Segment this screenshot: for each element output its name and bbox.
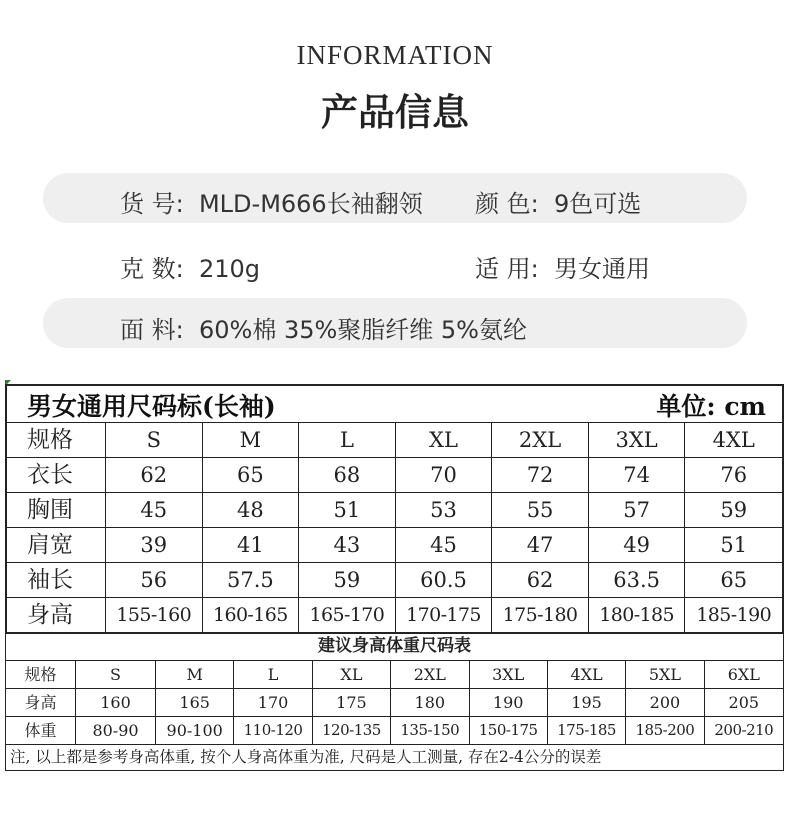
size-chart-table: [5, 384, 784, 634]
suitable-for: 适 用: 男女通用: [475, 255, 650, 283]
table-cell: 205: [705, 689, 783, 717]
table-cell: 185-190: [696, 604, 772, 626]
column-header-size: 3XL: [589, 423, 686, 458]
table-cell: 150-175: [470, 717, 548, 745]
table-cell: 59: [685, 493, 782, 528]
table-cell: 170: [234, 689, 312, 717]
table-cell: 195: [548, 689, 626, 717]
size-chart-title: 男女通用尺码标(长袖): [27, 392, 276, 421]
size-chart-unit: 单位: cm: [656, 392, 766, 421]
table-cell: 55: [492, 493, 589, 528]
table-cell: 90-100: [156, 717, 234, 745]
column-header-size: XL: [396, 423, 493, 458]
table-cell: 160-165: [203, 598, 300, 632]
table-cell: 70: [396, 458, 493, 493]
color-options: 颜 色: 9色可选: [475, 190, 642, 218]
column-header-size: 2XL: [391, 661, 469, 689]
column-header-size: L: [299, 423, 396, 458]
row-header: 肩宽: [7, 528, 106, 563]
table-cell: 41: [203, 528, 300, 563]
table-cell: 56: [106, 563, 203, 598]
table-cell: 175: [313, 689, 391, 717]
column-header-size: 4XL: [548, 661, 626, 689]
table-cell: 48: [203, 493, 300, 528]
cn-title: 产品信息: [321, 91, 469, 134]
en-title: INFORMATION: [296, 40, 494, 70]
column-header-size: 3XL: [470, 661, 548, 689]
column-header-size: M: [156, 661, 234, 689]
table-cell: 200-210: [705, 717, 783, 745]
column-header-size: 6XL: [705, 661, 783, 689]
recommend-table-title: 建议身高体重尺码表: [6, 633, 783, 661]
table-cell: 160: [76, 689, 156, 717]
table-cell: 72: [492, 458, 589, 493]
column-header-size: L: [234, 661, 312, 689]
recommend-size-table: [5, 632, 784, 771]
table-cell: 57.5: [203, 563, 300, 598]
table-cell: 120-135: [313, 717, 391, 745]
table-cell: 62: [492, 563, 589, 598]
table-cell: 57: [589, 493, 686, 528]
table-cell: 170-175: [396, 598, 493, 632]
measurement-note: 注, 以上都是参考身高体重, 按个人身高体重为准, 尺码是人工测量, 存在2-4公分的误差: [10, 748, 602, 766]
item-number: 货 号: MLD-M666长袖翻领: [120, 190, 423, 218]
table-cell: 45: [106, 493, 203, 528]
table-cell: 51: [685, 528, 782, 563]
fabric-weight: 克 数: 210g: [120, 255, 261, 283]
column-header-size: M: [203, 423, 300, 458]
table-cell: 135-150: [391, 717, 469, 745]
table-cell: 76: [685, 458, 782, 493]
table-cell: 185-200: [626, 717, 704, 745]
table-cell: 47: [492, 528, 589, 563]
table-cell: 62: [106, 458, 203, 493]
table-cell: 53: [396, 493, 493, 528]
table-cell: 180: [391, 689, 469, 717]
row-header: 胸围: [7, 493, 106, 528]
column-header-size: 2XL: [492, 423, 589, 458]
column-header-size: 4XL: [685, 423, 782, 458]
table-cell: 190: [470, 689, 548, 717]
row-header: 衣长: [7, 458, 106, 493]
table-cell: 43: [299, 528, 396, 563]
table-cell: 80-90: [76, 717, 156, 745]
row-header: 身高: [7, 598, 106, 632]
table-cell: 51: [299, 493, 396, 528]
size-chart-header: [7, 386, 782, 423]
column-header-size: S: [76, 661, 156, 689]
table-cell: 110-120: [234, 717, 312, 745]
table-cell: 65: [203, 458, 300, 493]
table-cell: 165-170: [299, 598, 396, 632]
table-cell: 165: [156, 689, 234, 717]
column-header-spec: 规格: [6, 661, 76, 689]
table-cell: 59: [299, 563, 396, 598]
column-header-spec: 规格: [7, 423, 106, 458]
table-cell: 74: [589, 458, 686, 493]
table-cell: 200: [626, 689, 704, 717]
table-cell: 175-180: [492, 598, 589, 632]
row-header: 袖长: [7, 563, 106, 598]
table-cell: 155-160: [106, 598, 203, 632]
table-cell: 45: [396, 528, 493, 563]
table-cell: 68: [299, 458, 396, 493]
column-header-size: S: [106, 423, 203, 458]
table-cell: 65: [685, 563, 782, 598]
fabric-composition: 面 料: 60%棉 35%聚脂纤维 5%氨纶: [120, 316, 527, 344]
recommend-grid: [6, 661, 783, 745]
table-cell: 49: [589, 528, 686, 563]
table-cell: 175-185: [548, 717, 626, 745]
table-cell: 60.5: [396, 563, 493, 598]
column-header-size: XL: [313, 661, 391, 689]
row-header: 体重: [6, 717, 76, 745]
table-cell: 63.5: [589, 563, 686, 598]
size-chart-grid: [7, 423, 782, 632]
table-cell: 39: [106, 528, 203, 563]
column-header-size: 5XL: [626, 661, 704, 689]
table-cell: 180-185: [589, 598, 686, 632]
row-header: 身高: [6, 689, 76, 717]
